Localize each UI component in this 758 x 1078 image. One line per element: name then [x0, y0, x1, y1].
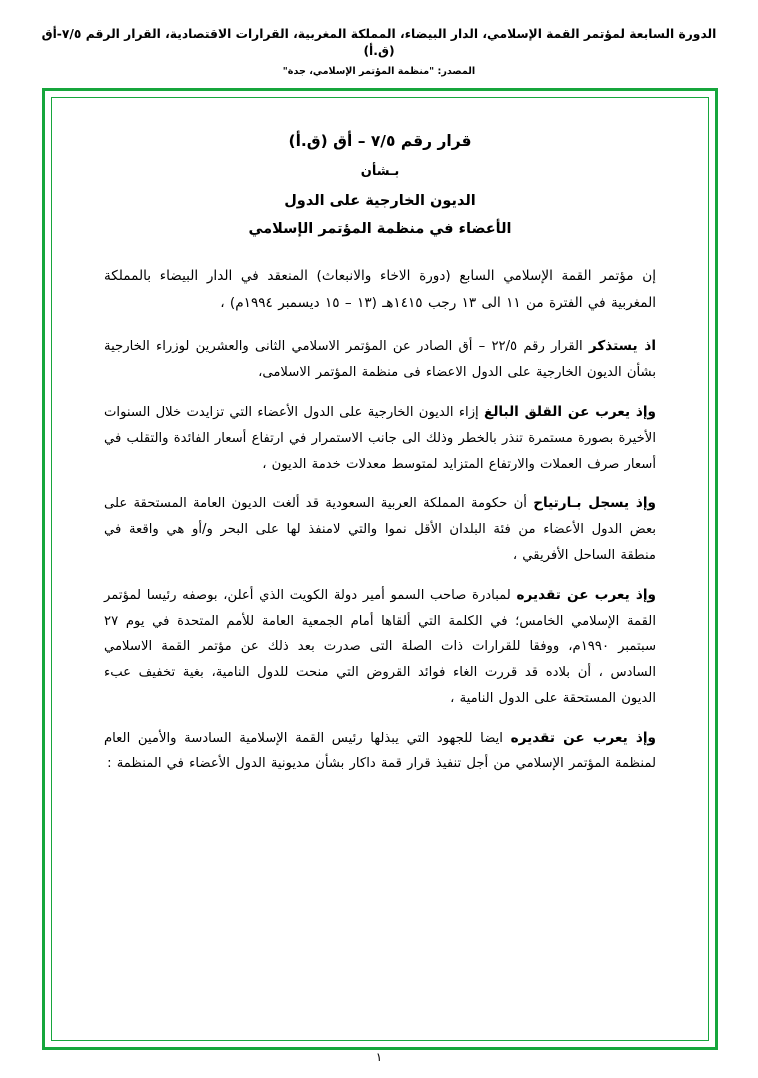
paragraph-appreciation-efforts-text: ايضا للجهود التي يبذلها رئيس القمة الإسلامية السادسة والأمين العام لمنظمة المؤتمر الإسلامي من أجل تنفيذ قرار قمة داكار بشأن مديونية الدول الأعضاء في المنظمة :	[104, 730, 656, 772]
paragraph-noting-satisfaction-text: أن حكومة المملكة العربية السعودية قد ألغت الديون العامة المستحقة على بعض الدول الأعضاء من فئة البلدان الأقل نموا والتي لامنفذ لها على البحر و/أو هي واقعة في منطقة الساحل الأفريقي ،	[104, 496, 656, 563]
paragraph-preamble: إن مؤتمر القمة الإسلامي السابع (دورة الاخاء والانبعاث) المنعقد في الدار البيضاء بالمملكة المغربية في الفترة من ١١ الى ١٣ رجب ١٤١٥هـ (١٣ – ١٥ ديسمبر ١٩٩٤م) ،	[104, 268, 656, 312]
paragraph-deep-concern	[104, 399, 656, 477]
paragraph-deep-concern-lead: وإذ يعرب عن القلق البالغ	[484, 404, 657, 421]
resolution-subject-label: بـشأن	[360, 164, 400, 179]
paragraph-appreciation-kuwait	[104, 582, 656, 712]
document-content	[52, 98, 708, 800]
page-number: ١	[375, 1050, 383, 1064]
paragraph-recalling	[104, 333, 656, 385]
resolution-title-line-1: الديون الخارجية على الدول	[284, 193, 476, 209]
paragraph-recalling-text: القرار رقم ٢٢/٥ – أق الصادر عن المؤتمر الاسلامي الثانى والعشرين لوزراء الخارجية بشأن الديون الخارجية على الدول الاعضاء فى منظمة المؤتمر الاسلامى،	[104, 339, 656, 381]
page-border-frame	[42, 88, 718, 1050]
document-header	[0, 0, 758, 77]
header-source-title: الدورة السابعة لمؤتمر القمة الإسلامي، الدار البيضاء، المملكة المغربية، القرارات الاقتصادية، القرار الرقم ٧/٥-أق (ق.أ)	[41, 27, 717, 58]
paragraph-appreciation-kuwait-lead: وإذ يعرب عن تقديره	[516, 586, 656, 603]
paragraph-noting-satisfaction	[104, 490, 656, 568]
paragraph-noting-satisfaction-lead: وإذ يسجل بـارتياح	[533, 495, 657, 512]
resolution-title-block	[104, 132, 656, 237]
paragraph-appreciation-kuwait-text: لمبادرة صاحب السمو أمير دولة الكويت الذي أعلن، بوصفه رئيسا لمؤتمر القمة الإسلامي الخامس؛ في الكلمة التي ألقاها أمام الجمعية العامة للأمم المتحدة في يوم ٢٧ سبتمبر ١٩٩٠م، ووفقا للقرارات ذات الصلة التى صدرت بعد ذلك عن مؤتمر القمة الاسلامي السادس ، أن بلاده قد قررت الغاء فوائد القروض التي منحت للدول النامية، بغية تخفيف عبء الديون المستحقة على الدول النامية ،	[104, 587, 656, 706]
paragraph-appreciation-efforts	[104, 725, 656, 777]
header-source-note: المصدر: "منظمة المؤتمر الإسلامي، جدة"	[282, 66, 476, 78]
resolution-title-line-2: الأعضاء في منظمة المؤتمر الإسلامي	[248, 221, 512, 237]
paragraph-recalling-lead: اذ يستذكر	[588, 338, 656, 355]
page-border-inner	[51, 97, 709, 1041]
paragraph-deep-concern-text: إزاء الديون الخارجية على الدول الأعضاء التي تزايدت خلال السنوات الأخيرة بصورة مستمرة تنذر بالخطر وذلك الى جانب الاستمرار في ارتفاع أسعار الفائدة والتقلب في أسعار صرف العملات والارتفاع المتزايد لمتوسط معدلات خدمة الديون ،	[104, 405, 656, 472]
paragraph-appreciation-efforts-lead: وإذ يعرب عن تقديره	[510, 729, 656, 746]
resolution-number: قرار رقم ٧/٥ – أق (ق.أ)	[288, 132, 472, 150]
